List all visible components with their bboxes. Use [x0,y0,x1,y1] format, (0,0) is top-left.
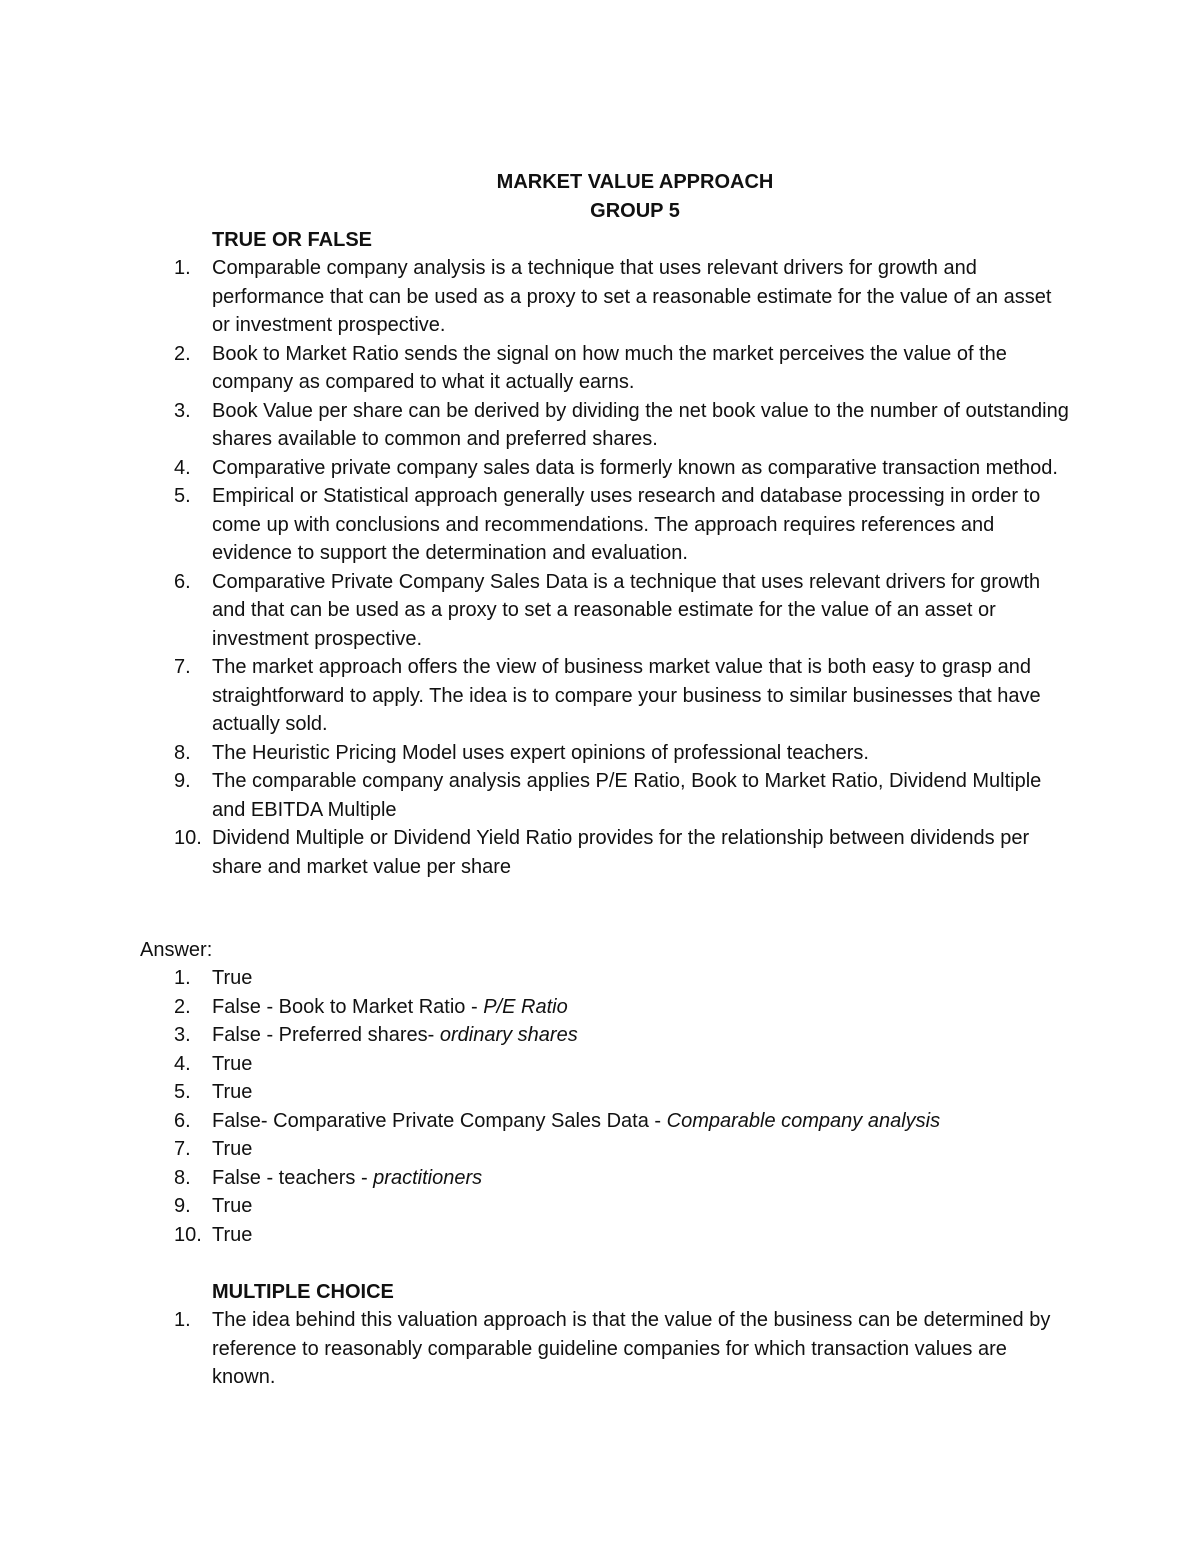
list-item [0,454,1080,483]
item-text: Book Value per share can be derived by dividing the net book value to the number of outstanding shares available to common and preferred shares. [212,399,1069,450]
answer-text: False - Book to Market Ratio - [212,995,484,1018]
item-number: 9. [174,770,191,792]
true-false-list [0,254,1080,881]
item-number: 6. [174,1109,191,1132]
answer-correction: Comparable company analysis [666,1109,941,1132]
answer-text: True [212,1052,253,1075]
list-item [0,568,1080,654]
item-number: 2. [174,342,191,365]
item-number: 6. [174,570,191,593]
document-subtitle: GROUP 5 [590,200,680,222]
answer-item [0,1135,1080,1164]
answer-correction: ordinary shares [439,1024,578,1046]
item-text: The Heuristic Pricing Model uses expert opinions of professional teachers. [212,741,869,764]
item-number: 4. [174,1052,191,1075]
item-number: 1. [174,257,191,279]
multiple-choice-heading: MULTIPLE CHOICE [212,1281,394,1303]
item-text: Comparative Private Company Sales Data is a technique that uses relevant drivers for growth and that can be used as a proxy to set a reasonable estimate for the value of an asset or investment prospective. [212,570,1041,650]
answer-list [0,964,1080,1249]
list-item [0,767,1080,824]
item-number: 8. [174,1166,191,1189]
item-text: The market approach offers the view of business market value that is both easy to grasp and straightforward to apply. The idea is to compare your business to similar businesses that have actually sold. [212,656,1041,735]
item-text: Comparative private company sales data is formerly known as comparative transaction method. [212,456,1058,479]
list-item [0,254,1080,340]
answer-text: False - teachers - [212,1166,374,1189]
item-number: 10. [174,1223,202,1246]
item-text: Dividend Multiple or Dividend Yield Ratio provides for the relationship between dividends per share and market value per share [212,827,1030,878]
list-item [0,482,1080,568]
answer-item [0,1192,1080,1221]
list-item [0,397,1080,454]
document-title: MARKET VALUE APPROACH [496,171,774,193]
item-text: Comparable company analysis is a technique that uses relevant drivers for growth and performance that can be used as a proxy to set a reasonable estimate for the value of an asset or investment prospective. [212,257,1052,336]
item-number: 8. [174,741,191,764]
answer-text: True [212,1081,253,1103]
item-text: The idea behind this valuation approach is that the value of the business can be determined by reference to reasonably comparable guideline companies for which transaction values are known. [212,1309,1051,1388]
answer-item [0,1050,1080,1079]
item-number: 3. [174,399,191,422]
item-number: 1. [174,967,191,989]
item-number: 7. [174,656,191,678]
item-number: 4. [174,456,191,479]
item-number: 7. [174,1138,191,1160]
list-item [0,1306,1080,1392]
item-number: 3. [174,1024,191,1046]
answer-text: False - Preferred shares- [212,1024,440,1046]
item-number: 2. [174,995,191,1018]
multiple-choice-list [0,1306,1080,1392]
list-item [0,824,1080,881]
answer-correction: practitioners [373,1166,483,1189]
answer-item [0,964,1080,993]
answer-item [0,993,1080,1022]
answer-item [0,1021,1080,1050]
item-number: 10. [174,827,202,849]
answer-text: False- Comparative Private Company Sales Data - [212,1109,667,1132]
item-number: 5. [174,1081,191,1103]
item-text: Book to Market Ratio sends the signal on how much the market perceives the value of the company as compared to what it actually earns. [212,342,1007,393]
answer-text: True [212,1138,253,1160]
item-text: Empirical or Statistical approach generally uses research and database processing in order to come up with conclusions and recommendations. The approach requires references and evidence to support the determination and evaluation. [212,485,1041,564]
item-number: 1. [174,1309,191,1331]
answer-text: True [212,1195,253,1217]
answer-correction: P/E Ratio [483,995,568,1018]
list-item [0,340,1080,397]
item-number: 9. [174,1195,191,1217]
item-text: The comparable company analysis applies P/E Ratio, Book to Market Ratio, Dividend Multiple and EBITDA Multiple [212,770,1042,821]
answer-item [0,1164,1080,1193]
answer-item [0,1107,1080,1136]
list-item [0,653,1080,739]
true-false-heading: TRUE OR FALSE [212,229,373,251]
answer-item [0,1221,1080,1250]
answer-text: True [212,1223,253,1246]
item-number: 5. [174,485,191,507]
answer-text: True [212,967,253,989]
list-item [0,739,1080,768]
answer-label: Answer: [140,939,213,961]
answer-item [0,1078,1080,1107]
